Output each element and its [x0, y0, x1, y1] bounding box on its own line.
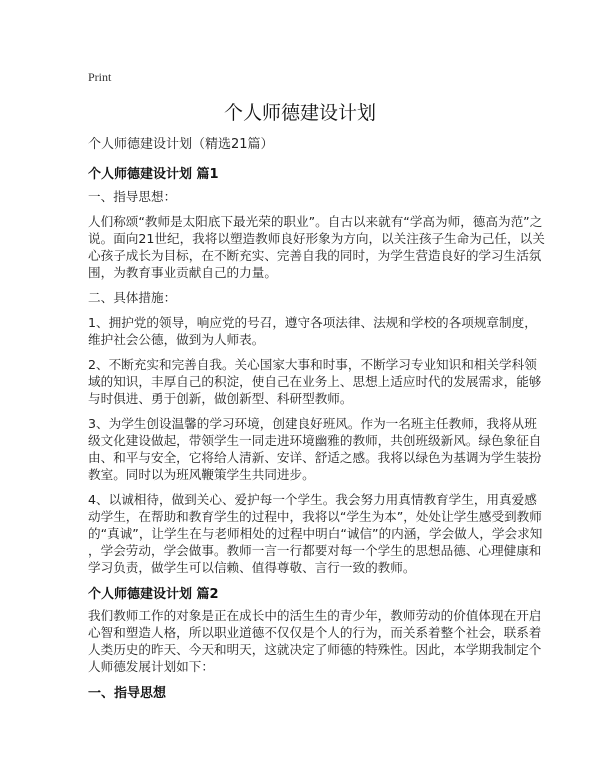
text-line: 1、拥护党的领导，响应党的号召，遵守各项法律、法规和学校的各项规章制度，: [88, 315, 537, 330]
section-heading-2: 个人师德建设计划 篇2: [88, 587, 219, 602]
text-line: 我们教师工作的对象是正在成长中的活生生的青少年，教师劳动的价值体现在开启: [88, 608, 542, 623]
text-line: 维护社会公德，做到为人师表。: [88, 332, 265, 347]
text-line: 人类历史的昨天、今天和明天，这就决定了师德的特殊性。因此，本学期我制定个: [88, 642, 542, 657]
guide-heading: 一、指导思想：: [88, 189, 177, 204]
text-line: 的“真诚”，让学生在与老师相处的过程中明白“诚信”的内涵，学会做人，学会求知: [88, 526, 543, 541]
text-line: 说。面向21世纪，我将以塑造教师良好形象为方向，以关注孩子生命为己任，以关: [88, 231, 545, 246]
text-line: ，学会劳动，学会做事。教师一言一行都要对每一个学生的思想品德、心理健康和: [88, 543, 542, 558]
guide-heading-2: 一、指导思想: [88, 686, 167, 701]
text-line: 级文化建设做起，带领学生一同走进环境幽雅的教师，共创班级新风。绿色象征自: [88, 433, 542, 448]
measure-item-2: [88, 356, 542, 407]
text-line: 学习负责，做学生可以信赖、值得尊敬、言行一致的教师。: [88, 560, 416, 575]
print-link[interactable]: Print: [88, 70, 112, 84]
measures-heading: 二、具体措施：: [88, 290, 177, 305]
text-line: 人师德发展计划如下：: [88, 659, 214, 674]
paragraph: [88, 213, 545, 281]
text-line: 心智和塑造人格，所以职业道德不仅仅是个人的行为，而关系着整个社会，联系着: [88, 625, 542, 640]
measure-item-1: [88, 314, 537, 348]
text-line: 围，为教育事业贡献自己的力量。: [88, 265, 277, 280]
paragraph: [88, 607, 542, 675]
measure-item-3: [88, 415, 542, 483]
text-line: 域的知识，丰厚自己的积淀，使自己在业务上、思想上适应时代的发展需求，能够: [88, 374, 542, 389]
measure-item-4: [88, 491, 543, 576]
text-line: 动学生，在帮助和教育学生的过程中，我将以“学生为本”，处处让学生感受到教师: [88, 509, 542, 524]
text-line: 心孩子成长为目标，在不断充实、完善自我的同时，为学生营造良好的学习生活氛: [88, 248, 542, 263]
text-line: 与时俱进、勇于创新，做创新型、科研型教师。: [88, 391, 353, 406]
text-line: 由、和平与安全，它将给人清新、安详、舒适之感。我将以绿色为基调为学生装扮: [88, 450, 542, 465]
text-line: 教室。同时以为班风鞭策学生共同进步。: [88, 467, 315, 482]
subtitle: 个人师德建设计划（精选21篇）: [88, 137, 274, 152]
text-line: 人们称颂“教师是太阳底下最光荣的职业”。自古以来就有“学高为师，德高为范”之: [88, 214, 543, 229]
section-heading-1: 个人师德建设计划 篇1: [88, 167, 219, 182]
text-line: 4、以诚相待，做到关心、爱护每一个学生。我会努力用真情教育学生，用真爱感: [88, 492, 537, 507]
page-title: 个人师德建设计划: [223, 102, 376, 124]
text-line: 2、不断充实和完善自我。关心国家大事和时事，不断学习专业知识和相关学科领: [88, 357, 537, 372]
text-line: 3、为学生创设温馨的学习环境，创建良好班风。作为一名班主任教师，我将从班: [88, 416, 537, 431]
